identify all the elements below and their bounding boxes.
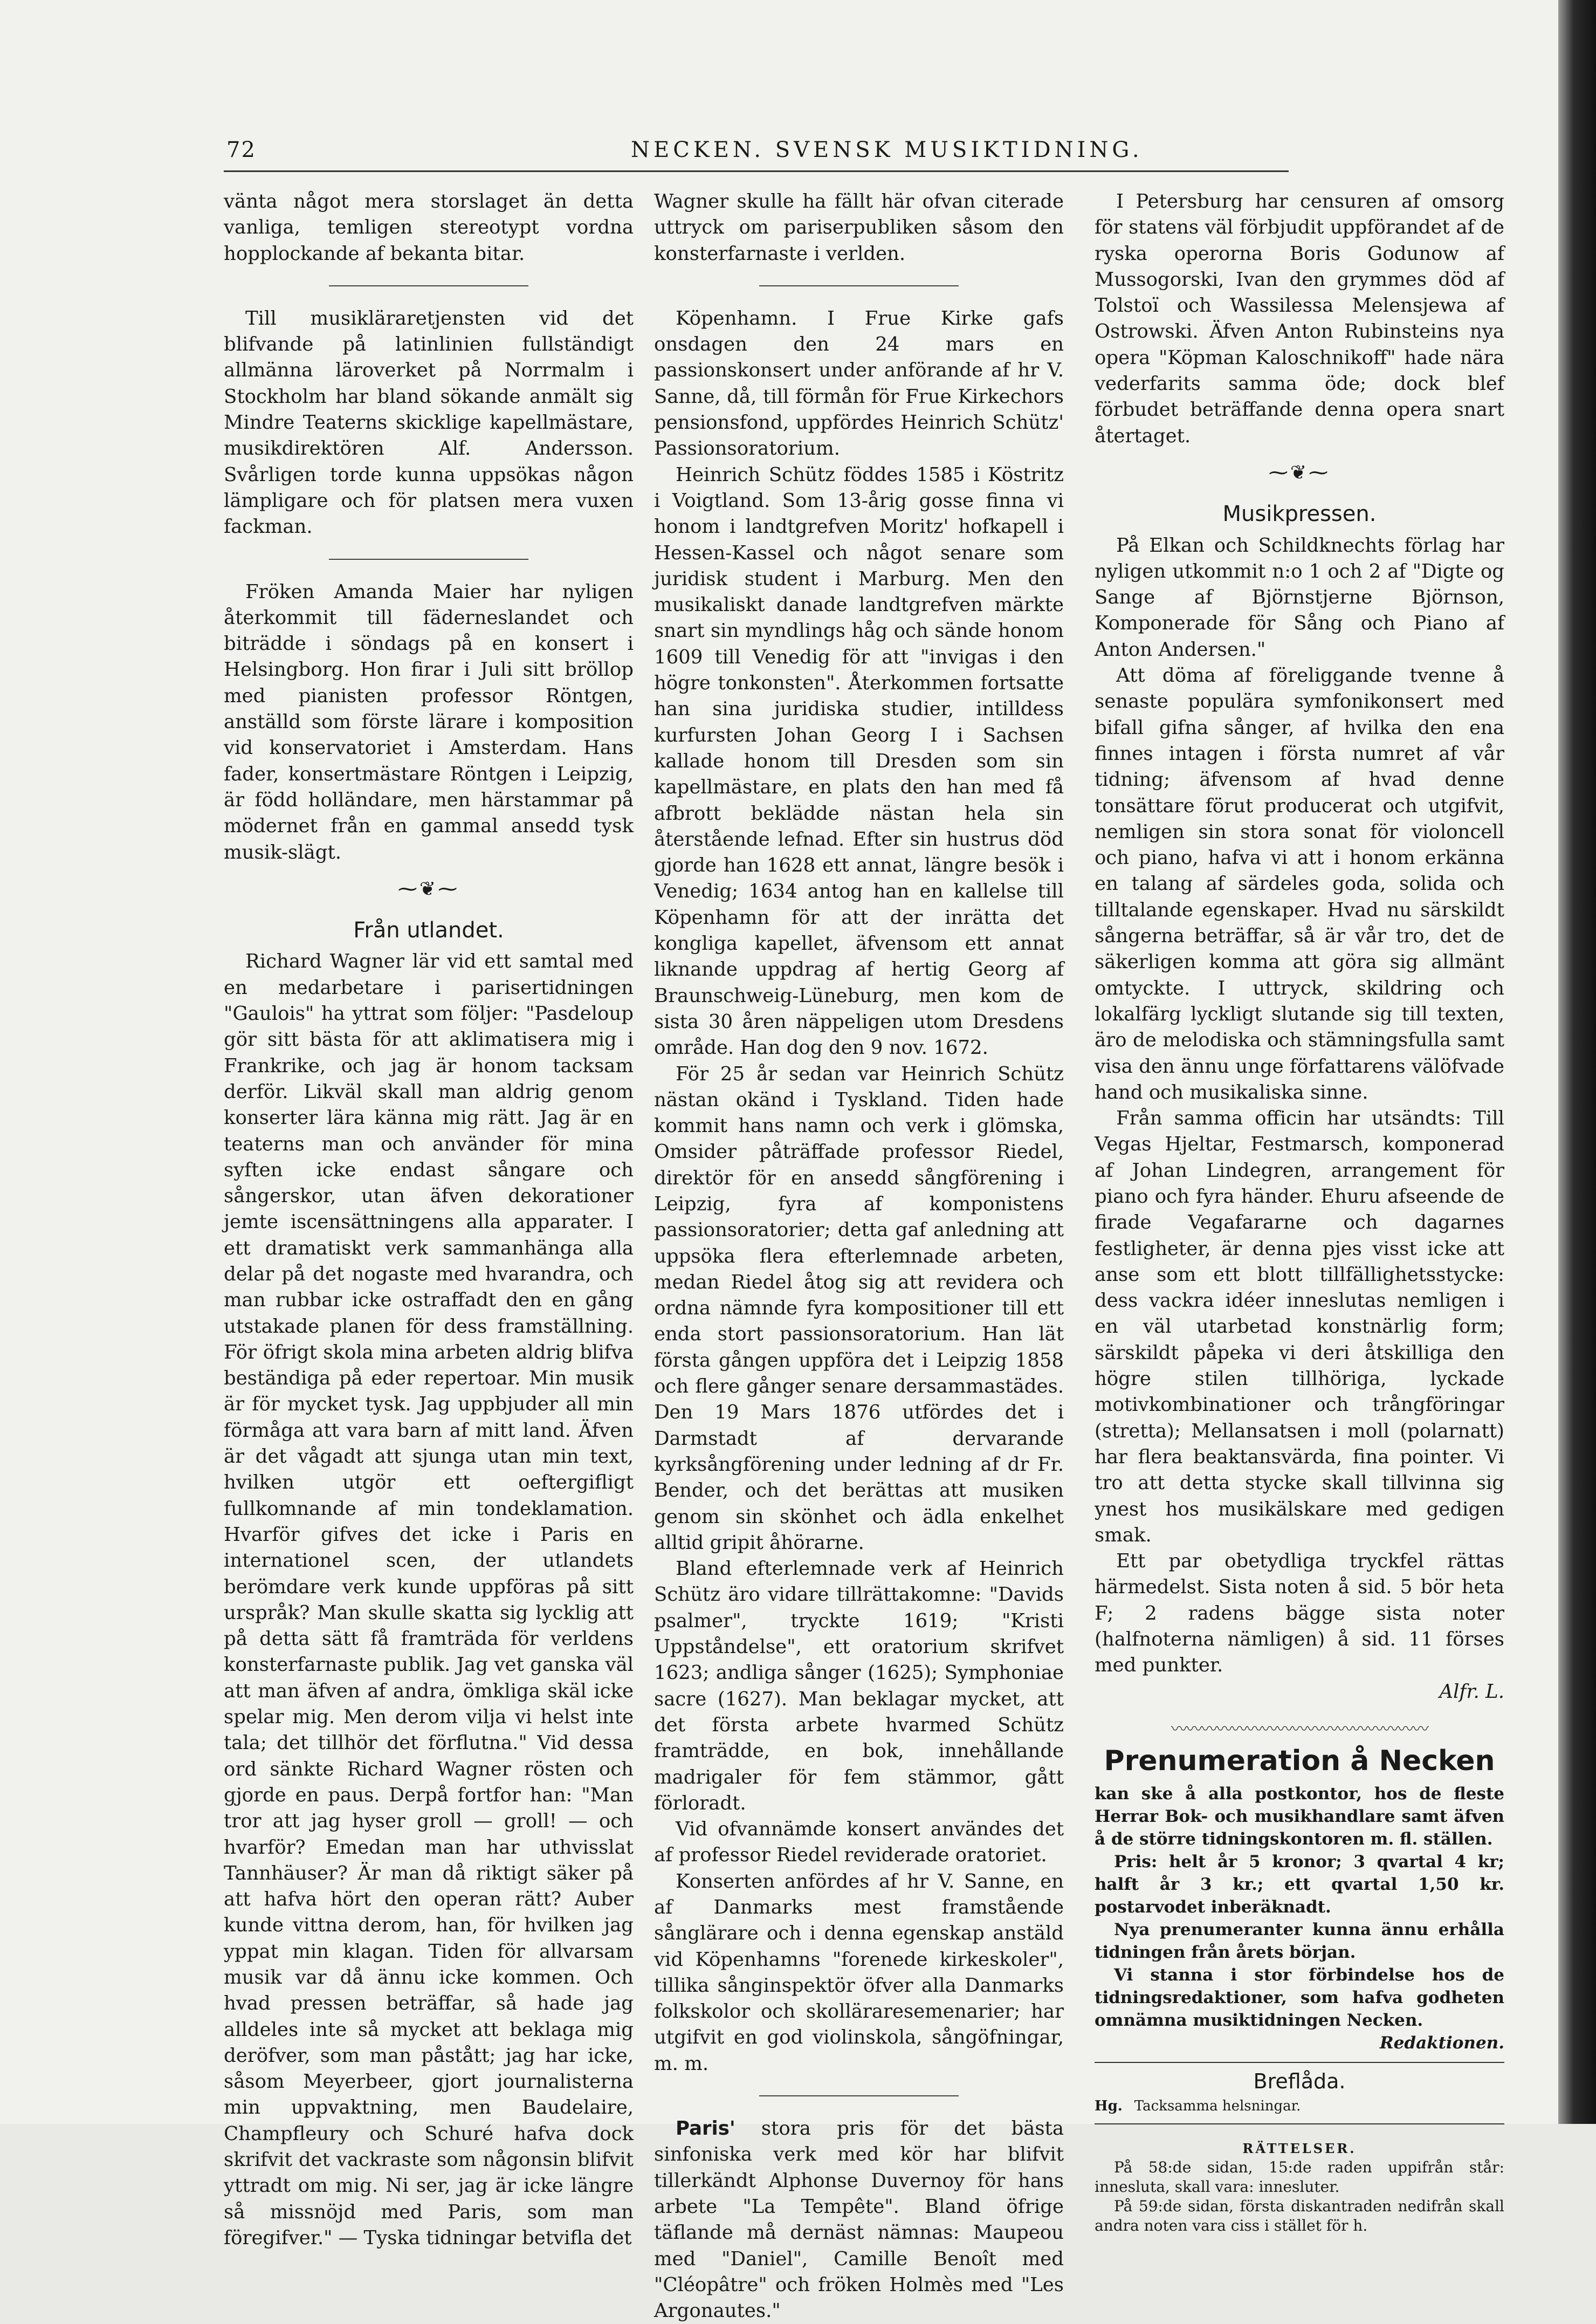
- col2-paragraph-2: Köpenhamn. I Frue Kirke gafs onsdagen den 24 mars en passionskonsert under anförande af hr V. Sanne, då, till förmån för Frue Kirkechors pensionsfond, uppfördes Heinrich Schütz' Passionsoratorium.: [654, 307, 1064, 460]
- col2-paragraph-5: Bland efterlemnade verk af Heinrich Schütz äro vidare tillrättakomne: "Davids psalmer", tryckte 1619; "Kristi Uppståndelse", ett oratorium skrifvet 1623; andliga sånger (1625); Symphoniae sacre (1627). Man beklagar mycket, att det första arbete hvarmed Schütz framträdde, en bok, innehållande madrigaler för fem stämmor, gått förloradt.: [654, 1558, 1064, 1814]
- col2-paragraph-8: [654, 2116, 1064, 2324]
- col3-paragraph-2: På Elkan och Schildknechts förlag har nyligen utkommit n:o 1 och 2 af "Digte og Sange af Björnstjerne Björnson, Komponerade för Sång och Piano af Anton Andersen.": [1095, 534, 1504, 661]
- col3-paragraph-1: I Petersburg har censuren af omsorg för statens väl förbjudit uppförandet af de ryska operorna Boris Godunow af Mussogorski, Ivan den grymmes död af Tolstoï och Wassilessa Melensjewa af Ostrowski. Äfven Anton Rubinsteins nya opera "Köpman Kaloschnikoff" hade nära vederfarits samma öde; dock blef förbudet beträffande denna opera snart återtaget.: [1095, 190, 1504, 447]
- ad-body: [1095, 1783, 1504, 2054]
- author-signature: Alfr. L.: [1439, 1680, 1504, 1703]
- separator-rule: [759, 285, 959, 286]
- paris-lead: Paris': [676, 2117, 735, 2140]
- col3-paragraph-3: Att döma af föreliggande tvenne å senaste populära symfonikonsert med bifall gifna sånger, af hvilka den ena finnes intagen i första numret af vår tidning; äfvensom af hvad denne tonsättare förut producerat och utgifvit, nemligen sin stora sonat för violoncell och piano, hafva vi att i honom erkänna en talang af särdeles goda, solida och tilltalande egenskaper. Hvad nu särskildt sångerna beträffar, så är vår tro, det de säkerligen komma att göra sig allmänt omtyckte. I uttryck, skildring och lokalfärg lyckligt slutande sig till texten, äro de melodiska och stämningsfulla samt visa den ännu unge författarens välöfvade hand och musikaliska sinne.: [1095, 664, 1504, 1103]
- scan-edge-shadow: [1558, 0, 1596, 2124]
- separator-rule: [329, 559, 528, 560]
- column-1: [224, 189, 634, 2249]
- ornament-divider: ⁓❦⁓: [1268, 461, 1331, 484]
- ad-signature: Redaktionen.: [1379, 2033, 1504, 2053]
- col2-paragraph-1: Wagner skulle ha fällt här ofvan citerade uttryck om pariserpubliken såsom den konsterfarnaste i verlden.: [654, 190, 1064, 265]
- breflada-text: Tacksamma helsningar.: [1134, 2098, 1301, 2115]
- ad-paragraph-4: Vi stanna i stor förbindelse hos de tidningsredaktioner, som hafva godheten omnämna musiktidningen Necken.: [1095, 1965, 1504, 2030]
- page-header: [226, 138, 1283, 170]
- col2-paragraph-7: Konserten anfördes af hr V. Sanne, en af Danmarks mest framstående sånglärare och i denna egenskap anstäld vid Köpenhamns "forenede kirkeskoler", tillika sånginspektör öfver alla Danmarks folkskolor och skolläraresemenarier; har utgifvit en god violinskola, sångöfningar, m. m.: [654, 1870, 1064, 2075]
- ad-paragraph-3: Nya prenumeranter kunna ännu erhålla tidningen från årets början.: [1095, 1919, 1504, 1962]
- col3-paragraph-5: Ett par obetydliga tryckfel rättas härmedelst. Sista noten å sid. 5 bör heta F; 2 radens bägge sista noter (halfnoterna nämligen) å sid. 11 förses med punkter.: [1095, 1550, 1504, 1677]
- column-3: [1095, 189, 1504, 2235]
- ad-paragraph-1: kan ske å alla postkontor, hos de fleste Herrar Bok- och musikhandlare samt äfven å de större tidningskontoren m. fl. ställen.: [1095, 1784, 1504, 1849]
- col1-paragraph-1: vänta något mera storslaget än detta vanliga, temligen stereotypt vordna hopplockande af bekanta bitar.: [224, 190, 634, 265]
- separator-rule: [329, 285, 528, 286]
- col1-paragraph-3: Fröken Amanda Maier har nyligen återkommit till fäderneslandet och biträdde i söndags på en konsert i Helsingborg. Hon firar i Juli sitt bröllop med pianisten professor Röntgen, anställd som förste lärare i komposition vid konservatoriet i Amsterdam. Hans fader, konsertmästare Röntgen i Leipzig, är född holländare, men härstammar på mödernet från en gammal ansedd tysk musik-slägt.: [224, 580, 634, 863]
- col3-paragraph-4: Från samma officin har utsändts: Till Vegas Hjeltar, Festmarsch, komponerad af Johan Lindegren, arrangement för piano och fyra händer. Ehuru afseende de firade Vegafararne och dagarnes festligheter, är denna pjes visst icke att anse som ett blott tillfällighetsstycke: dess vackra idéer inneslutas nemligen i en väl utarbetad konstnärlig form; särskildt påpeka vi deri åtskilliga den högre stilen tillhöriga, lyckade motivkombinationer och trångföringar (stretta); Mellansatsen i moll (polarnatt) har flera beaktansvärda, fina pointer. Vi tro att detta stycke skall tillvinna sig ynest hos musikälskare med gedigen smak.: [1095, 1107, 1504, 1546]
- ornament-divider: ⁓❦⁓: [397, 878, 460, 900]
- col1-paragraph-2: Till musikläraretjensten vid det blifvande på latinlinien fullständigt allmänna läroverket på Norrmalm i Stockholm har bland sökande anmält sig Mindre Teaterns skicklige kapellmästare, musikdirektören Alf. Andersson. Svårligen torde kunna uppsökas någon lämpligare och för platsen mera vuxen fackman.: [224, 307, 634, 538]
- masthead-title: NECKEN. SVENSK MUSIKTIDNING.: [631, 138, 1143, 162]
- wavy-rule: 〰〰〰〰〰〰〰〰〰〰〰〰〰〰〰〰〰: [1171, 1719, 1428, 1739]
- ad-rule: [1095, 2062, 1504, 2063]
- breflada-key: Hg.: [1095, 2098, 1123, 2115]
- rattelse-1: På 58:de sidan, 15:de raden uppifrån står: inneslutа, skall vara: innesluter.: [1095, 2158, 1504, 2196]
- ad-title: Prenumeration å Necken: [1104, 1744, 1495, 1777]
- rattelser-title: RÄTTELSER.: [1242, 2141, 1357, 2157]
- col2-paragraph-4: För 25 år sedan var Heinrich Schütz nästan okänd i Tyskland. Tiden hade kommit hans namn och verk i glömska, Omsider påträffade professor Riedel, direktör för en ansedd sångförening i Leipzig, fyra af komponistens passionsoratorier; detta gaf anledning att uppsöka flera efterlemnade arbeten, medan Riedel åtog sig att revidera och ordna nämnde fyra kompositioner till ett enda stort passionsoratorium. Han lät första gången uppföra det i Leipzig 1858 och flere gånger senare dersammastädes. Den 19 Mars 1876 utfördes det i Darmstadt af dervarande kyrksångförening under ledning af dr Fr. Bender, och det berättas att musiken genom sin skönhet och ädla enkelhet alltid gripit åhörarne.: [654, 1062, 1064, 1554]
- col2-paragraph-3: Heinrich Schütz föddes 1585 i Köstritz i Voigtland. Som 13-årig gosse finna vi honom i landtgrefven Moritz' hofkapell i Hessen-Kassel och något senare som juridisk student i Marburg. Men den musikaliskt danade landtgrefven märkte snart sin myndlings håg och sände honom 1609 till Venedig för att "invigas i den högre tonkonsten". Återkommen fortsatte han sina juridiska studier, intilldess kurfursten Johan Georg I i Sachsen kallade honom till Dresden som sin kapellmästare, en plats den han med få afbrott beklädde nästan hela sin återstående lefnad. Efter sin hustrus död gjorde han 1628 ett annat, längre besök i Venedig; 1634 antog han en kallelse till Köpenhamn för att der inrätta det kongliga kapellet, äfvensom ett annat liknande uppdrag af hertig Georg af Braunschweig-Lüneburg, men kom de sista 30 åren näppeligen utom Dresdens område. Han dog den 9 nov. 1672.: [654, 463, 1064, 1059]
- rattelse-2: På 59:de sidan, första diskantraden nedifrån skall andra noten vara ciss i stället för h.: [1095, 2197, 1504, 2235]
- page-number: 72: [226, 138, 256, 162]
- separator-rule: [759, 2095, 959, 2096]
- breflada-entry: [1095, 2096, 1504, 2116]
- column-2: [654, 189, 1064, 2322]
- ad-paragraph-2: Pris: helt år 5 kronor; 3 qvartal 4 kr; halft år 3 kr.; ett qvartal 1,50 kr. postarvodet inberäknadt.: [1095, 1852, 1504, 1917]
- breflada-rule: [1095, 2123, 1504, 2124]
- col1-paragraph-4: Richard Wagner lär vid ett samtal med en medarbetare i parisertidningen "Gaulois" ha yttrat som följer: "Pasdeloup gör sitt bästa för att aklimatisera mig i Frankrike, och jag är honom tacksam derför. Likväl skall man aldrig genom konserter lära känna mig rätt. Jag är en teaterns man och använder för mina syften icke endast sångare och sångerskor, utan äfven dekorationer jemte iscensättningens alla apparater. I ett dramatiskt verk sammanhänga alla delar på det nogaste med hvarandra, och man rubbar icke ostraffadt den en gång utstakade planen för dess framställning. För öfrigt skola mina arbeten aldrig blifva beständiga på eder repertoar. Min musik är för mycket tysk. Jag uppbjuder all min förmåga att vara barn af mitt land. Äfven är det vågadt att sjunga utan min text, hvilken utgör ett oeftergifligt fullkomnande af min tondeklamation. Hvarför gifves det icke i Paris en internationel scen, der utlandets berömdare verk kunde uppföras på sitt urspråk? Man skulle skatta sig lycklig att på detta sätt få framträda för verldens konsterfarnaste publik. Jag vet ganska väl att man äfven af andra, ömkliga skäl icke spelar mig. Men derom vilja vi helst inte tala; det tillhör det förflutna." Vid dessa ord sänkte Richard Wagner rösten och gjorde en paus. Derpå fortfor han: "Man tror att jag hyser groll — groll! — och hvarför? Emedan man har uthvisslat Tannhäuser? Är man då riktigt säker på att hafva hört den operan rätt? Auber kunde vittna derom, han, för hvilken jag yppat min klagan. Tiden för allvarsam musik var då ännu icke kommen. Och hvad pressen beträffar, så hade jag alldeles inte så mycket att beklaga mig deröfver, som man påstått; jag har icke, såsom Meyerbeer, gjort journalisterna min uppvaktning, men Baudelaire, Champfleury och Schuré hafva dock skrifvit det vackraste som någonsin blifvit yttradt om mig. Ni ser, jag är icke längre så missnöjd med Paris, som man föregifver." — Tyska tidningar betvifla det: [224, 950, 634, 2249]
- section-title-fran-utlandet: Från utlandet.: [353, 918, 504, 943]
- section-title-musikpressen: Musikpressen.: [1222, 502, 1377, 527]
- paris-text: stora pris för det bästa sinfoniska verk med kör har blifvit tillerkändt Alphonse Duvernoy för hans arbete "La Tempête". Bland öfrige täflande må dernäst nämnas: Maupeou med "Daniel", Camille Benoît med "Cléopâtre" och fröken Holmès med "Les Argonautes.": [654, 2117, 1064, 2322]
- rattelser-body: [1095, 2158, 1504, 2236]
- header-rule: [224, 170, 1289, 172]
- breflada-title: Breflåda.: [1253, 2069, 1346, 2093]
- col2-paragraph-6: Vid ofvannämde konsert användes det af professor Riedel reviderade oratoriet.: [654, 1818, 1064, 1867]
- subscription-ad: [1095, 1719, 1504, 2063]
